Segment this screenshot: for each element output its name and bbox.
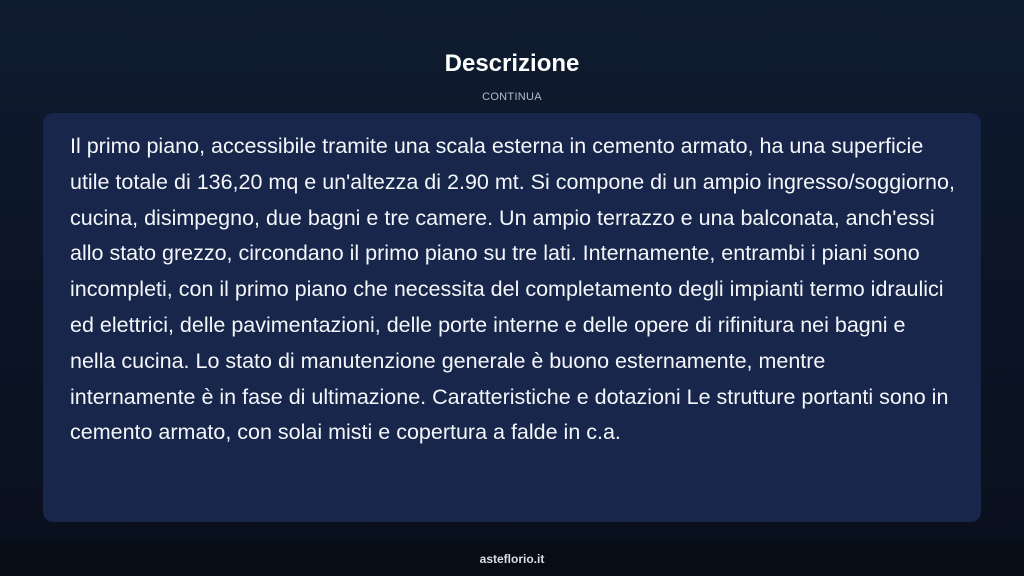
description-card (43, 113, 981, 522)
continue-link[interactable]: CONTINUA (482, 91, 542, 103)
description-text: Il primo piano, accessibile tramite una scala esterna in cemento armato, ha una superficie utile totale di 136,20 mq e un'altezza di 2.90 mt. Si compone di un ampio ingresso/soggiorno, cucina, disimpegno, due bagni e tre camere. Un ampio terrazzo e una balconata, anch'essi allo stato grezzo, circondano il primo piano su tre lati. Internamente, entrambi i piani sono incompleti, con il primo piano che necessita del completamento degli impianti termo idraulici ed elettrici, delle pavimentazioni, delle porte interne e delle opere di rifinitura nei bagni e nella cucina. Lo stato di manutenzione generale è buono esternamente, mentre internamente è in fase di ultimazione. Caratteristiche e dotazioni Le strutture portanti sono in cemento armato, con solai misti e copertura a falde in c.a. (70, 134, 955, 445)
page-title: Descrizione (444, 50, 580, 77)
footer-site-name: asteflorio.it (479, 552, 545, 566)
footer-bar (0, 543, 1024, 576)
